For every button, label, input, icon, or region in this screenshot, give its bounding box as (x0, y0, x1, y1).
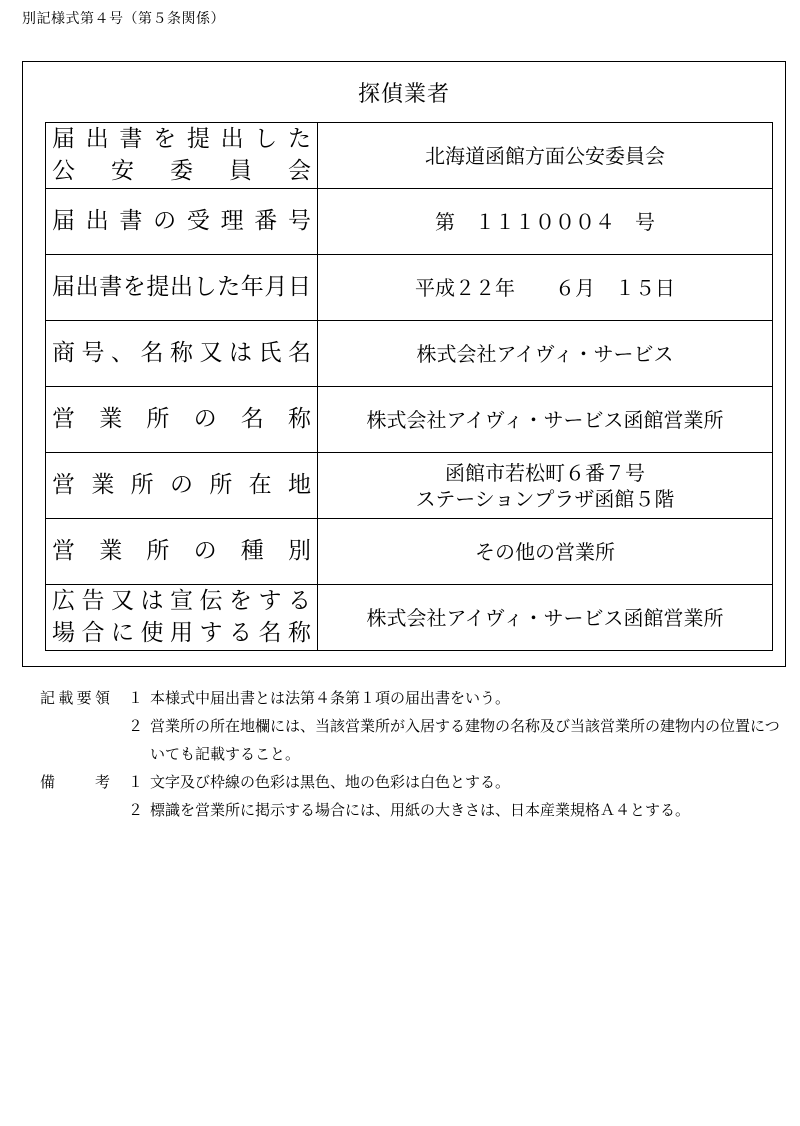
label-cell-office-type (46, 519, 318, 585)
label-cell-trade-name (46, 321, 318, 387)
table-row (46, 189, 773, 255)
form-title: 別記様式第４号（第５条関係） (22, 11, 225, 27)
value-cell-office-name (318, 387, 773, 453)
value-cell-office-type (318, 519, 773, 585)
value-cell-trade-name (318, 321, 773, 387)
note-number: １ (128, 689, 144, 707)
label-cell-receipt-number (46, 189, 318, 255)
row-value: 株式会社アイヴィ・サービス函館営業所 (366, 407, 724, 432)
note-text: 本様式中届出書とは法第４条第１項の届出書をいう。 (150, 689, 511, 707)
note-item (40, 712, 780, 768)
value-cell-advertising-name (318, 585, 773, 651)
notes-section (40, 684, 780, 824)
table-row (46, 453, 773, 519)
row-value: ステーションプラザ函館５階 (415, 486, 675, 511)
remarks-heading: 備考 (40, 773, 110, 791)
row-label: 商号、名称又は氏名 (52, 339, 311, 366)
sign-frame (22, 61, 786, 667)
table-row (46, 255, 773, 321)
note-text: 営業所の所在地欄には、当該営業所が入居する建物の名称及び当該営業所の建物内の位置についても記載すること。 (150, 717, 780, 763)
row-value: 第 １１１０００４ 号 (435, 209, 655, 234)
row-label: 公 安 委 員 会 (52, 157, 311, 184)
row-value: 平成２２年 ６月 １５日 (415, 275, 675, 300)
row-label: 届出書を提出した (52, 126, 311, 153)
note-number: ２ (128, 801, 144, 819)
note-number: ２ (128, 717, 144, 735)
row-label: 届出書の受理番号 (52, 207, 311, 234)
row-value: 株式会社アイヴィ・サービス函館営業所 (366, 605, 724, 630)
note-item (40, 684, 780, 712)
value-cell-commission (318, 123, 773, 189)
table-row (46, 387, 773, 453)
table-row (46, 585, 773, 651)
note-text: 標識を営業所に掲示する場合には、用紙の大きさは、日本産業規格Ａ４とする。 (150, 801, 691, 819)
row-value: 函館市若松町６番７号 (445, 460, 645, 485)
note-item (40, 796, 780, 824)
note-number: １ (128, 773, 144, 791)
sign-title: 探偵業者 (357, 82, 450, 107)
row-label: 営業所の名称 (52, 405, 311, 432)
label-cell-submission-date (46, 255, 318, 321)
value-cell-submission-date (318, 255, 773, 321)
row-label: 場合に使用する名称 (52, 619, 311, 646)
label-cell-office-name (46, 387, 318, 453)
row-value: 株式会社アイヴィ・サービス (416, 341, 674, 366)
row-label: 営業所の所在地 (52, 471, 311, 498)
note-text: 文字及び枠線の色彩は黒色、地の色彩は白色とする。 (150, 773, 511, 791)
entry-guidelines-heading: 記載要領 (40, 689, 110, 707)
row-label: 広告又は宣伝をする (52, 588, 311, 615)
value-cell-office-address (318, 453, 773, 519)
row-value: その他の営業所 (475, 539, 615, 564)
sign-table (45, 122, 773, 651)
table-row (46, 519, 773, 585)
note-item (40, 768, 780, 796)
label-cell-advertising-name (46, 585, 318, 651)
row-label: 営業所の種別 (52, 537, 311, 564)
table-row (46, 321, 773, 387)
value-cell-receipt-number (318, 189, 773, 255)
row-value: 北海道函館方面公安委員会 (425, 143, 665, 168)
row-label: 届出書を提出した年月日 (52, 273, 311, 300)
label-cell-office-address (46, 453, 318, 519)
table-row (46, 123, 773, 189)
label-cell-commission (46, 123, 318, 189)
